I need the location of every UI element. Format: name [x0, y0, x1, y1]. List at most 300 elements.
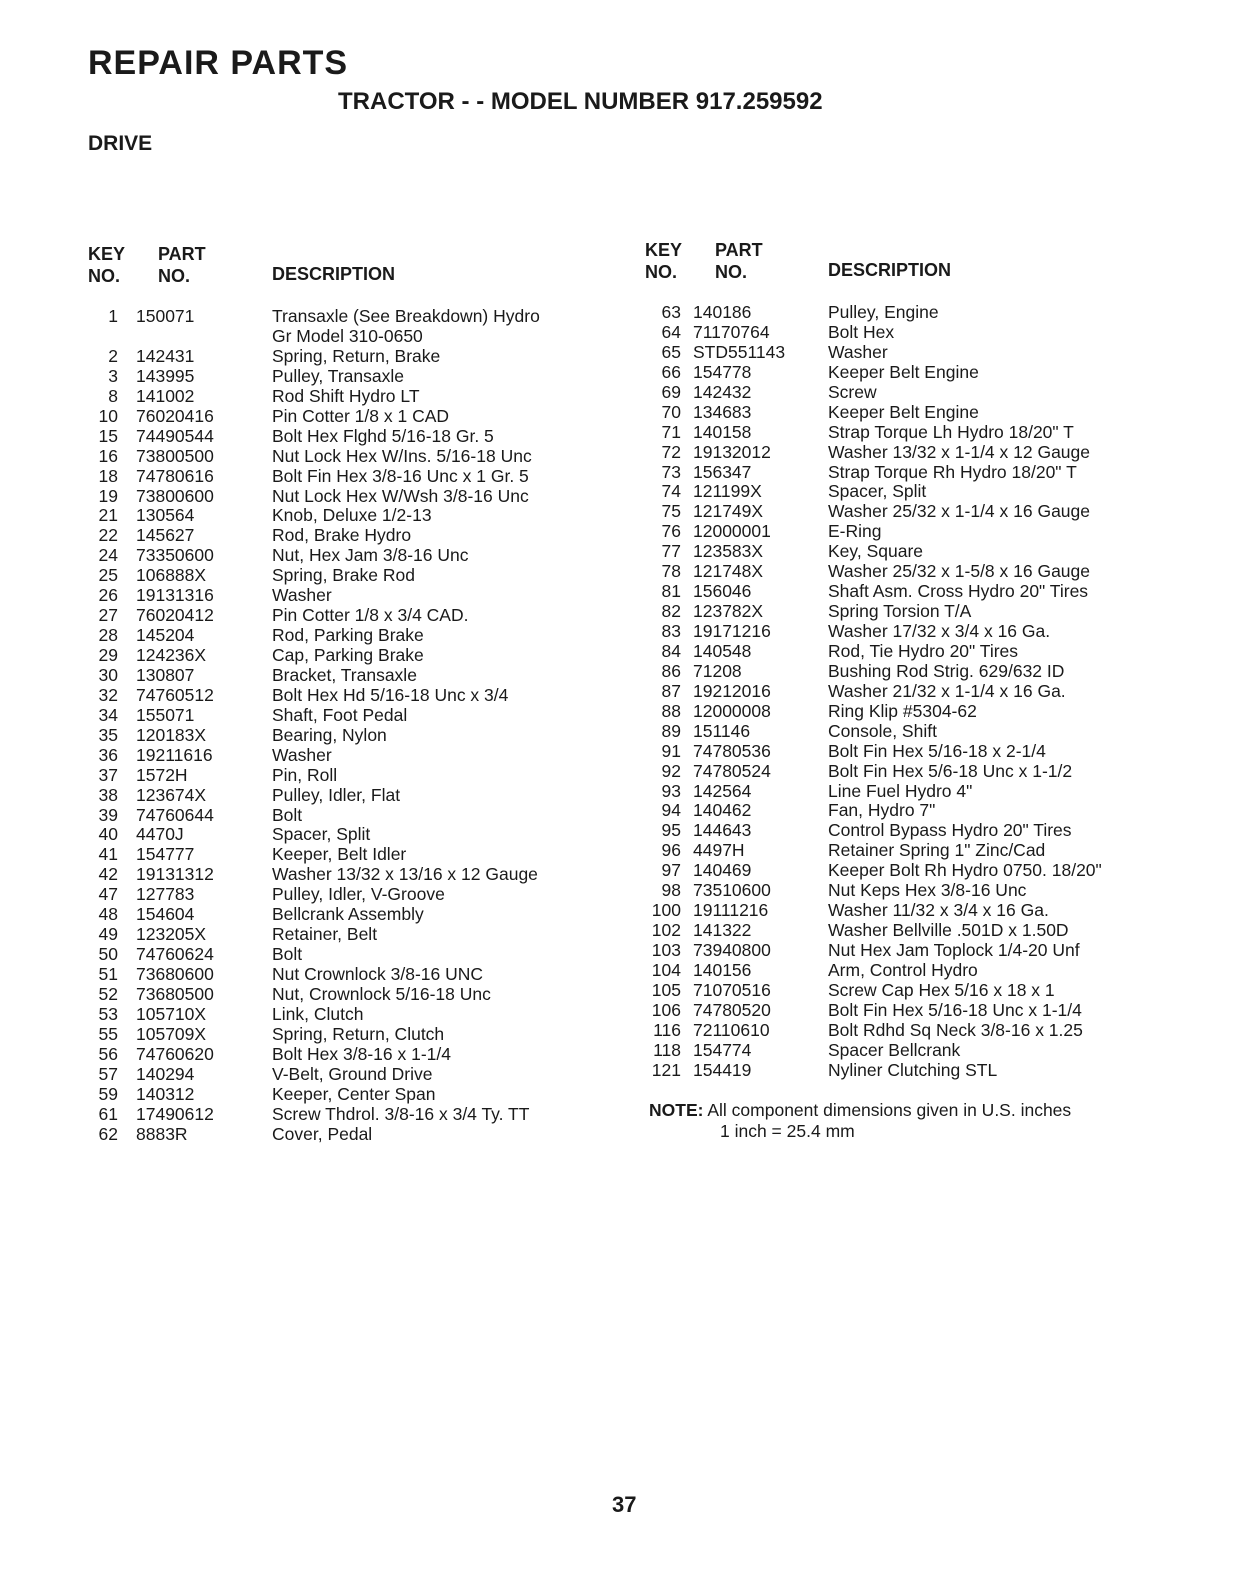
part-no: 19212016 [693, 680, 771, 701]
part-no: 130564 [136, 505, 195, 526]
key-no: 75 [661, 501, 681, 522]
description: Strap Torque Lh Hydro 18/20" T [828, 421, 1074, 442]
part-no: 155071 [136, 704, 195, 725]
description: Spacer, Split [272, 824, 371, 845]
description: Spring, Return, Clutch [272, 1023, 445, 1044]
part-no: 19211616 [136, 744, 213, 765]
part-no: 142432 [693, 381, 752, 402]
description: Washer 21/32 x 1-1/4 x 16 Ga. [828, 680, 1066, 701]
description: Bolt Hex [828, 321, 895, 342]
part-no: 19131312 [136, 864, 214, 885]
key-no: 22 [98, 525, 118, 546]
description: Washer 25/32 x 1-5/8 x 16 Gauge [828, 561, 1091, 582]
description: Retainer, Belt [272, 924, 378, 945]
key-no: 121 [651, 1059, 681, 1080]
description: Bolt Rdhd Sq Neck 3/8-16 x 1.25 [828, 1019, 1083, 1040]
description: Pin, Roll [272, 764, 338, 785]
part-no: 145627 [136, 525, 195, 546]
part-no: 12000008 [693, 700, 771, 721]
key-no: 82 [661, 601, 681, 622]
part-no: 140462 [693, 800, 752, 821]
key-no: 74 [661, 481, 681, 502]
part-no: 76020416 [136, 405, 214, 426]
table-row [88, 944, 608, 964]
part-no: 156046 [693, 581, 752, 602]
table-row [88, 605, 608, 625]
description: Keeper Belt Engine [828, 361, 979, 382]
description: Link, Clutch [272, 1003, 364, 1024]
part-no: 121748X [693, 561, 764, 582]
part-no: 141002 [136, 385, 195, 406]
description: Nut Keps Hex 3/8-16 Unc [828, 880, 1027, 901]
key-no: 29 [98, 645, 118, 665]
description: Washer Bellville .501D x 1.50D [828, 920, 1069, 941]
table-row [88, 824, 608, 844]
key-no: 49 [98, 924, 118, 945]
description: Washer 13/32 x 1-1/4 x 12 Gauge [828, 441, 1091, 462]
part-no: 76020412 [136, 605, 214, 626]
key-no: 96 [661, 840, 681, 861]
part-no: 74760644 [136, 804, 214, 825]
table-row [88, 844, 608, 864]
table-row [88, 904, 608, 924]
key-no: 66 [661, 361, 681, 382]
key-no: 10 [98, 405, 118, 426]
key-no: 37 [98, 764, 118, 785]
description: Pin Cotter 1/8 x 3/4 CAD. [272, 605, 469, 626]
table-row [88, 486, 608, 506]
key-no: 38 [98, 784, 118, 805]
part-no: 127783 [136, 884, 195, 905]
key-no: 73 [661, 461, 681, 482]
part-no: 123205X [136, 924, 207, 945]
model-subtitle: TRACTOR - - MODEL NUMBER 917.259592 [338, 88, 823, 115]
table-row [88, 665, 608, 685]
key-no: 56 [98, 1043, 118, 1064]
part-no: 105710X [136, 1003, 207, 1024]
key-no: 104 [651, 959, 681, 980]
part-no: 12000001 [693, 521, 771, 542]
part-no: 154774 [693, 1039, 752, 1060]
key-no: 65 [661, 341, 681, 362]
part-no: 123583X [693, 541, 764, 562]
table-row [88, 1024, 608, 1044]
description-continued: Gr Model 310-0650 [272, 325, 423, 346]
description: Keeper Bolt Rh Hydro 0750. 18/20" [828, 860, 1102, 881]
key-no: 51 [98, 964, 118, 984]
key-no: 89 [661, 720, 681, 741]
table-row [88, 705, 608, 725]
description: Nyliner Clutching STL [828, 1059, 998, 1080]
key-no: 21 [98, 505, 118, 526]
description: Bellcrank Assembly [272, 904, 424, 925]
description: Control Bypass Hydro 20" Tires [828, 820, 1072, 841]
table-row [88, 785, 608, 805]
table-row [88, 1084, 608, 1104]
description: Nut Lock Hex W/Wsh 3/8-16 Unc [272, 485, 529, 506]
description: Washer [272, 585, 332, 606]
key-no: 69 [661, 381, 681, 402]
description: Retainer Spring 1" Zinc/Cad [828, 840, 1046, 861]
key-no: 102 [651, 920, 681, 941]
key-no: 84 [661, 640, 681, 661]
description: Shaft, Foot Pedal [272, 704, 408, 725]
key-no: 50 [98, 944, 118, 965]
description: Bearing, Nylon [272, 724, 387, 745]
part-no: 73800500 [136, 445, 214, 466]
part-no: 140469 [693, 860, 752, 881]
description: Bolt Fin Hex 5/6-18 Unc x 1-1/2 [828, 760, 1073, 781]
key-no: 98 [661, 880, 681, 901]
header-key-line1: KEY [88, 244, 126, 264]
note-label: NOTE: [649, 1100, 704, 1120]
table-row [88, 406, 608, 426]
part-no: STD551143 [693, 341, 786, 362]
table-row [88, 924, 608, 944]
description: Rod, Brake Hydro [272, 525, 412, 546]
part-no: 121199X [693, 481, 762, 502]
description: Rod, Tie Hydro 20" Tires [828, 640, 1019, 661]
description: Screw Cap Hex 5/16 x 18 x 1 [828, 979, 1055, 1000]
header-description: DESCRIPTION [272, 264, 396, 284]
description: Rod, Parking Brake [272, 625, 424, 646]
part-no: 1572H [136, 764, 188, 785]
description: Spring Torsion T/A [828, 601, 972, 622]
part-no: 73350600 [136, 545, 214, 566]
key-no: 26 [98, 585, 118, 606]
header-part-line1: PART [158, 244, 206, 264]
part-no: 74490544 [136, 425, 214, 446]
section-heading: DRIVE [88, 132, 153, 155]
key-no: 36 [98, 744, 118, 765]
key-no: 100 [651, 900, 681, 921]
description: Keeper, Belt Idler [272, 844, 407, 865]
part-no: 140294 [136, 1063, 195, 1084]
description: Pulley, Engine [828, 302, 939, 322]
page-number: 37 [612, 1492, 637, 1517]
table-row [88, 466, 608, 486]
description: Key, Square [828, 541, 924, 562]
description: Nut Lock Hex W/Ins. 5/16-18 Unc [272, 445, 532, 466]
table-row [88, 1064, 608, 1084]
key-no: 42 [98, 864, 118, 885]
table-row [88, 346, 608, 366]
key-no: 48 [98, 904, 118, 925]
part-no: 121749X [693, 501, 764, 522]
part-no: 4497H [693, 840, 745, 861]
key-no: 59 [98, 1083, 118, 1104]
description: Nut Crownlock 3/8-16 UNC [272, 964, 484, 984]
key-no: 91 [661, 740, 681, 761]
table-row [88, 1124, 608, 1144]
part-no: 74760620 [136, 1043, 214, 1064]
part-no: 71208 [693, 660, 742, 681]
key-no: 105 [651, 979, 681, 1000]
key-no: 78 [661, 561, 681, 582]
key-no: 25 [98, 565, 118, 586]
description: Bolt Hex Flghd 5/16-18 Gr. 5 [272, 425, 494, 446]
part-no: 73680500 [136, 983, 214, 1004]
part-no: 150071 [136, 306, 195, 326]
description: Screw [828, 381, 877, 402]
key-no: 39 [98, 804, 118, 825]
description: Transaxle (See Breakdown) Hydro [272, 306, 540, 326]
table-row [88, 306, 608, 326]
table-row [88, 446, 608, 466]
parts-table-left [88, 240, 608, 1143]
key-no: 1 [108, 306, 118, 326]
part-no: 140312 [136, 1083, 195, 1104]
table-row [88, 625, 608, 645]
description: Washer 17/32 x 3/4 x 16 Ga. [828, 621, 1051, 641]
table-row [88, 745, 608, 765]
part-no: 19111216 [693, 900, 769, 921]
part-no: 74780524 [693, 760, 771, 781]
key-no: 47 [98, 884, 118, 905]
part-no: 123674X [136, 784, 207, 805]
key-no: 103 [651, 940, 681, 960]
part-no: 156347 [693, 461, 752, 482]
part-no: 145204 [136, 625, 195, 646]
part-no: 154777 [136, 844, 195, 865]
key-no: 76 [661, 521, 681, 542]
page-title: REPAIR PARTS [88, 44, 349, 82]
description: Bushing Rod Strig. 629/632 ID [828, 660, 1065, 681]
key-no: 71 [661, 421, 681, 442]
part-no: 74780520 [693, 999, 771, 1020]
part-no: 151146 [693, 720, 751, 741]
key-no: 118 [653, 1039, 681, 1060]
key-no: 55 [98, 1023, 118, 1044]
description: Pulley, Idler, Flat [272, 784, 401, 805]
part-no: 73800600 [136, 485, 214, 506]
header-key-line2: NO. [645, 262, 678, 282]
part-no: 106888X [136, 565, 207, 586]
part-no: 154778 [693, 361, 752, 382]
description: Cap, Parking Brake [272, 645, 424, 665]
description: E-Ring [828, 521, 882, 542]
key-no: 24 [98, 545, 118, 566]
key-no: 70 [661, 401, 681, 422]
key-no: 16 [98, 445, 118, 466]
description: Bolt [272, 804, 303, 825]
table-row [88, 585, 608, 605]
table-row [88, 725, 608, 745]
description: Bolt Fin Hex 5/16-18 x 2-1/4 [828, 740, 1046, 761]
table-row [88, 805, 608, 825]
key-no: 93 [661, 780, 681, 801]
part-no: 74780616 [136, 465, 214, 486]
table-row [88, 685, 608, 705]
description: Keeper, Center Span [272, 1083, 436, 1104]
description: Spacer, Split [828, 481, 927, 502]
dimension-note [649, 1100, 1071, 1142]
description: Washer [828, 341, 888, 362]
table-row [88, 984, 608, 1004]
part-no: 120183X [136, 724, 207, 745]
part-no: 73510600 [693, 880, 771, 901]
key-no: 116 [653, 1019, 681, 1040]
key-no: 32 [98, 684, 118, 705]
description: Pulley, Transaxle [272, 365, 404, 386]
key-no: 19 [98, 485, 118, 506]
part-no: 140156 [693, 959, 752, 980]
table-header-left [88, 240, 608, 292]
key-no: 77 [661, 541, 681, 562]
key-no: 63 [661, 302, 681, 322]
description: Console, Shift [828, 720, 937, 741]
description: Washer 13/32 x 13/16 x 12 Gauge [272, 864, 538, 885]
description: Arm, Control Hydro [828, 959, 978, 980]
description: Spring, Return, Brake [272, 345, 441, 366]
key-no: 8 [108, 385, 118, 406]
note-line2: 1 inch = 25.4 mm [720, 1121, 855, 1141]
header-part-line2: NO. [158, 266, 191, 286]
description: Spring, Brake Rod [272, 565, 415, 586]
header-key-line2: NO. [88, 266, 121, 286]
table-row [88, 426, 608, 446]
part-no: 4470J [136, 824, 184, 845]
description: Cover, Pedal [272, 1123, 373, 1144]
description: Pin Cotter 1/8 x 1 CAD [272, 405, 450, 426]
key-no: 72 [661, 441, 681, 462]
table-row [88, 366, 608, 386]
part-no: 73940800 [693, 940, 771, 960]
note-line1: All component dimensions given in U.S. inches [707, 1100, 1072, 1120]
description: Bracket, Transaxle [272, 664, 417, 685]
key-no: 92 [661, 760, 681, 781]
table-row [88, 545, 608, 565]
description: V-Belt, Ground Drive [272, 1063, 433, 1084]
key-no: 88 [661, 700, 681, 721]
description: Bolt [272, 944, 303, 965]
part-no: 142564 [693, 780, 752, 801]
table-row [88, 386, 608, 406]
description: Nut, Hex Jam 3/8-16 Unc [272, 545, 469, 566]
header-description: DESCRIPTION [828, 260, 952, 280]
part-no: 140158 [693, 421, 752, 442]
part-no: 8883R [136, 1123, 188, 1144]
description: Pulley, Idler, V-Groove [272, 884, 445, 905]
part-no: 74760624 [136, 944, 214, 965]
key-no: 87 [661, 680, 681, 701]
description: Spacer Bellcrank [828, 1039, 961, 1060]
key-no: 61 [98, 1103, 118, 1124]
part-no: 143995 [136, 365, 195, 386]
table-row [88, 1044, 608, 1064]
key-no: 94 [661, 800, 681, 821]
description: Nut Hex Jam Toplock 1/4-20 Unf [828, 940, 1080, 960]
part-no: 105709X [136, 1023, 207, 1044]
part-no: 71070516 [693, 979, 771, 1000]
part-no: 134683 [693, 401, 752, 422]
key-no: 62 [98, 1123, 118, 1144]
key-no: 3 [108, 365, 118, 386]
key-no: 18 [98, 465, 118, 486]
description: Shaft Asm. Cross Hydro 20" Tires [828, 581, 1089, 602]
part-no: 74780536 [693, 740, 771, 761]
description: Knob, Deluxe 1/2-13 [272, 505, 432, 526]
part-no: 144643 [693, 820, 752, 841]
part-no: 142431 [136, 345, 195, 366]
description: Bolt Hex 3/8-16 x 1-1/4 [272, 1043, 451, 1064]
table-row [88, 765, 608, 785]
description: Washer [272, 744, 332, 765]
description: Screw Thdrol. 3/8-16 x 3/4 Ty. TT [272, 1103, 530, 1124]
table-row [88, 864, 608, 884]
parts-list-left [88, 306, 608, 1143]
description: Keeper Belt Engine [828, 401, 979, 422]
table-row-continuation [88, 326, 608, 346]
key-no: 57 [98, 1063, 118, 1084]
key-no: 34 [98, 704, 118, 725]
key-no: 106 [651, 999, 681, 1020]
part-no: 19131316 [136, 585, 214, 606]
table-row [88, 505, 608, 525]
table-row [88, 1104, 608, 1124]
part-no: 72110610 [693, 1019, 770, 1040]
description: Bolt Fin Hex 5/16-18 Unc x 1-1/4 [828, 999, 1082, 1020]
description: Ring Klip #5304-62 [828, 700, 977, 721]
table-row [88, 1004, 608, 1024]
table-row [88, 565, 608, 585]
part-no: 17490612 [136, 1103, 214, 1124]
description: Bolt Hex Hd 5/16-18 Unc x 3/4 [272, 684, 509, 705]
header-key-line1: KEY [645, 240, 683, 260]
key-no: 35 [98, 724, 118, 745]
description: Fan, Hydro 7" [828, 800, 936, 821]
key-no: 40 [98, 824, 118, 845]
key-no: 64 [661, 321, 681, 342]
part-no: 141322 [693, 920, 752, 941]
table-row [88, 525, 608, 545]
key-no: 52 [98, 983, 118, 1004]
part-no: 19132012 [693, 441, 771, 462]
part-no: 123782X [693, 601, 764, 622]
part-no: 124236X [136, 645, 207, 665]
table-row [88, 964, 608, 984]
part-no: 71170764 [693, 321, 770, 342]
part-no: 140186 [693, 302, 752, 322]
key-no: 95 [661, 820, 681, 841]
key-no: 27 [98, 605, 118, 626]
description: Nut, Crownlock 5/16-18 Unc [272, 983, 491, 1004]
part-no: 73680600 [136, 964, 214, 984]
key-no: 53 [98, 1003, 118, 1024]
description: Strap Torque Rh Hydro 18/20" T [828, 461, 1077, 482]
description: Bolt Fin Hex 3/8-16 Unc x 1 Gr. 5 [272, 465, 529, 486]
header-part-line1: PART [715, 240, 763, 260]
key-no: 2 [108, 345, 118, 366]
key-no: 30 [98, 664, 118, 685]
description: Washer 25/32 x 1-1/4 x 16 Gauge [828, 501, 1091, 522]
header-part-line2: NO. [715, 262, 748, 282]
description: Line Fuel Hydro 4" [828, 780, 973, 801]
part-no: 130807 [136, 664, 195, 685]
description: Washer 11/32 x 3/4 x 16 Ga. [828, 900, 1049, 921]
description: Rod Shift Hydro LT [272, 385, 420, 406]
part-no: 154419 [693, 1059, 752, 1080]
part-no: 74760512 [136, 684, 214, 705]
part-no: 154604 [136, 904, 195, 925]
key-no: 28 [98, 625, 118, 646]
key-no: 83 [661, 621, 681, 641]
table-row [88, 884, 608, 904]
key-no: 41 [98, 844, 118, 865]
table-row [88, 645, 608, 665]
key-no: 81 [661, 581, 681, 602]
key-no: 97 [661, 860, 681, 881]
